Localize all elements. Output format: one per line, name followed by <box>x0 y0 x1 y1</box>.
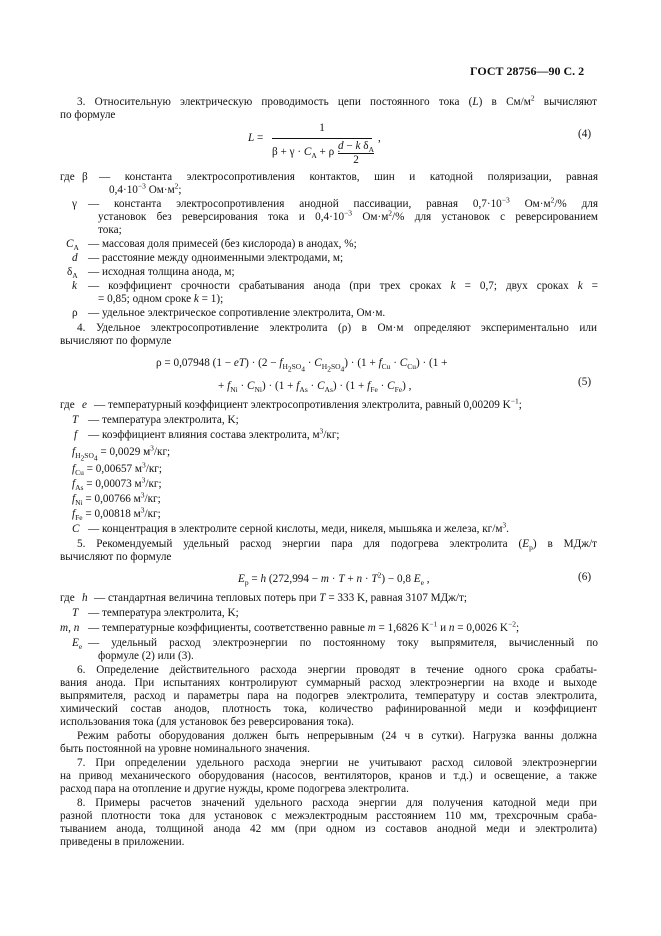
section3-line2: по формуле <box>60 109 116 121</box>
term-symbol: $\delta_A$ <box>67 266 78 281</box>
section6-line: быть постоянной на уровне номинального значения. <box>60 743 310 755</box>
section7-line: на привод механического оборудования (насосов, вентиляторов, кранов и т.д.) и освещение, а также <box>60 770 597 782</box>
section7-line: 7. При определении удельного расхода энергии не учитывают расход силовой электроэнергии <box>77 757 597 769</box>
section6-line: 6. Определение действительного расхода энергии проводят в течение одного срока срабаты- <box>77 664 597 676</box>
term-symbol: ρ <box>72 307 78 319</box>
section8-line: приведены в приложении. <box>60 836 185 848</box>
formula4-numerator: 1 <box>319 122 325 134</box>
term-f-ni: $f_{Ni} = 0,00766$ $м^3/кг$; <box>72 490 161 508</box>
term-f-h2so4: $f_{H_2SO_4} = 0,0029$ $м^3/кг$; <box>72 443 171 463</box>
term-description: — массовая доля примесей (без кислорода) в анодах, %; <box>88 238 357 250</box>
formula6: $E_р = h$ $(272,994 - m \cdot T + n \cdot T^2) - 0,8$ $E_е$ , <box>238 570 430 588</box>
where-label: где <box>60 399 75 411</box>
section5-line1: 5. Рекомендуемый удельный расход энергии пара для подогрева электролита $(E_р)$ в МДж/т <box>77 538 597 553</box>
term-description-cont: формуле (2) или (3). <box>98 650 194 662</box>
term-symbol: β <box>82 171 88 183</box>
formula4-denominator: $\beta + \gamma \cdot C_A + \rho$ · <box>272 146 341 161</box>
term-symbol: h <box>82 592 88 604</box>
where-label: где <box>60 171 75 183</box>
section5-line2: вычисляют по формуле <box>60 551 172 563</box>
term-symbol: m, n <box>60 622 80 634</box>
section6-line: использования тока (для установок без реверсирования тока). <box>60 716 354 728</box>
term-symbol: C <box>72 523 80 535</box>
term-f-cu: $f_{Cu} = 0,00657$ $м^3/кг$; <box>72 460 163 478</box>
term-description-cont: $0,4\cdot 10^{-3}$ $Ом\cdot м^2$; <box>109 181 182 196</box>
formula4-fraction-bar <box>272 138 372 139</box>
term-description: — температурный коэффициент электросопротивления электролита, равный 0,00209 $K^{-1}$; <box>94 396 522 411</box>
term-description: — температурные коэффициенты, соответственно равные m = 1,6826 $K^{-1}$ и n = 0,0026 $K^{-2}$; <box>88 619 520 634</box>
term-description: — коэффициент срочности срабатывания анода (при трех сроках k = 0,7; двух сроках k = <box>88 280 598 292</box>
formula4-tail: , <box>378 132 381 144</box>
term-symbol: T <box>72 607 79 619</box>
section8-line: 8. Примеры расчетов значений удельного расхода энергии для получения катодной меди при <box>77 797 597 809</box>
term-f-as: $f_{As} = 0,00073$ $м^3/кг$; <box>72 475 162 493</box>
term-description: — удельный расход электроэнергии по постоянному току выпрямителя, вычисленный по <box>88 637 598 649</box>
section8-line: тыванием анода, толщиной анода 42 мм (при одном из составов анодной меди и электролита) <box>60 823 597 835</box>
term-symbol: $C_A$ <box>66 238 79 253</box>
term-description: — концентрация в электролите серной кислоты, меди, никеля, мышьяка и железа, $кг/м^3$. <box>88 520 509 535</box>
section4-line2: вычисляют по формуле <box>60 335 172 347</box>
term-description: — стандартная величина тепловых потерь при T = 333 K, равная 3107 МДж/т; <box>94 592 468 604</box>
term-symbol: k <box>72 280 77 292</box>
section4-line1: 4. Удельное электросопротивление электролита (ρ) в Ом·м определяют экспериментально или <box>77 322 597 334</box>
term-symbol: T <box>72 414 79 426</box>
term-description-cont: установок без реверсирования тока и $0,4\cdot 10^{-3}$ $Ом\cdot м^2/\%$ для установок с реверсированием <box>98 208 598 223</box>
term-description: — коэффициент влияния состава электролита, $м^3/кг$; <box>88 426 340 441</box>
term-description: — константа электросопротивления контактов, шин и катодной поляризации, равная <box>99 171 598 183</box>
formula5-line2: + $f_{Ni} \cdot C_{Ni}) \cdot (1 + f_{As} \cdot C_{As}) \cdot (1 + f_{Fe} \cdot C_{Fe})$ , <box>218 380 412 395</box>
formula5-number: (5) <box>578 376 592 388</box>
formula5-line1: ρ = 0,07948 $(1 - eT) \cdot (2 - f_{H_2SO_4} \cdot C_{H_2SO_4}) \cdot (1 + f_{Cu} \cdot C_{Cu}) \cdot (1$ + <box>156 357 448 374</box>
term-symbol: γ <box>72 198 77 210</box>
term-description: — температура электролита, K; <box>88 607 239 619</box>
formula6-number: (6) <box>578 571 592 583</box>
where-label: где <box>60 592 75 604</box>
term-description: — исходная толщина анода, м; <box>88 266 235 278</box>
section6-line: вания анода. При испытаниях контролируют суммарный расход электроэнергии на входе и выходе <box>60 677 597 689</box>
term-description: — удельное электрическое сопротивление электролита, Ом·м. <box>88 307 386 319</box>
formula4-inner-numerator: d − k $\delta_A$ <box>338 140 374 155</box>
term-description: — константа электросопротивления анодной пассивации, равная $0,7\cdot 10^{-3}$ $Ом\cdot м^2/\%$ для <box>88 195 598 210</box>
section6-line: химический состав анодов, плотность тока, количество рафинированной меди и коэффициент <box>60 703 597 715</box>
term-f-fe: $f_{Fe} = 0,00818$ $м^3/кг$; <box>72 505 161 523</box>
term-symbol: e <box>82 399 87 411</box>
formula4-inner-denominator: 2 <box>353 154 359 166</box>
term-description: — температура электролита, K; <box>88 414 239 426</box>
section6-line: выпрямителя, расход и параметры пара на подогрев электролита, температуру и состав электролита, <box>60 690 597 702</box>
term-symbol: f <box>74 429 78 441</box>
term-description: — расстояние между одноименными электродами, м; <box>88 252 344 264</box>
section8-line: разной плотности тока для установок с межэлектродным расстоянием 110 мм, трехсрочным сраба- <box>60 810 597 822</box>
section7-line: расход пара на отопление и другие нужды, кроме подогрева электролита. <box>60 783 409 795</box>
term-description-cont: = 0,85; одном сроке k = 1); <box>98 293 224 305</box>
term-symbol: $E_е$ <box>72 637 83 652</box>
section6-line: Режим работы оборудования должен быть непрерывным (24 ч в сутки). Нагрузка ванны должна <box>77 730 597 742</box>
section3-line1: 3. Относительную электрическую проводимость цепи постоянного тока (L) в $См/м^2$ вычисляют <box>77 93 597 108</box>
term-description-cont: тока; <box>98 224 122 236</box>
page-header: ГОСТ 28756—90 С. 2 <box>470 64 585 78</box>
term-symbol: d <box>72 252 78 264</box>
formula4-number: (4) <box>578 128 592 140</box>
formula4-lhs: L = <box>248 132 264 144</box>
